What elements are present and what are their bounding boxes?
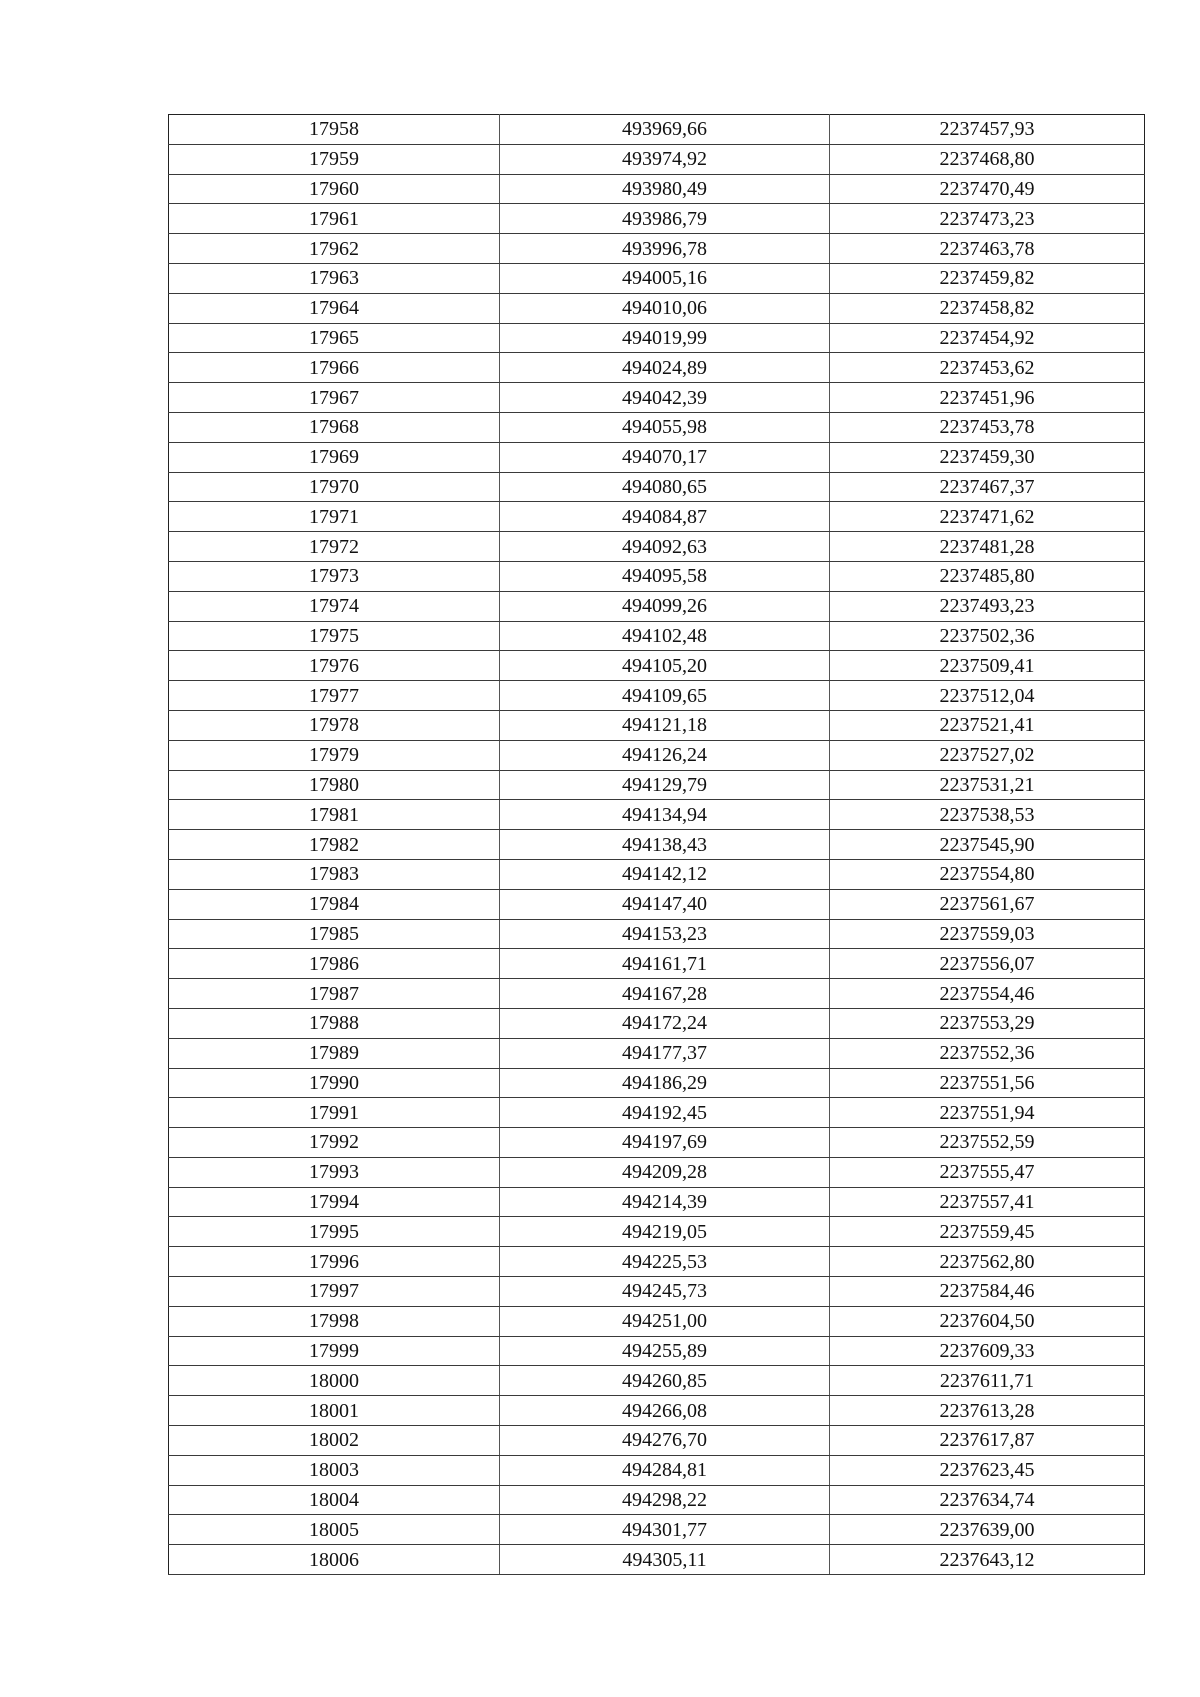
y-coordinate-cell: 2237554,46 — [830, 979, 1145, 1009]
point-number-cell: 17993 — [169, 1157, 500, 1187]
x-coordinate-cell: 494019,99 — [500, 323, 830, 353]
table-row — [169, 115, 1145, 145]
y-coordinate-cell: 2237453,78 — [830, 412, 1145, 442]
x-coordinate-cell: 494219,05 — [500, 1217, 830, 1247]
y-coordinate-cell: 2237561,67 — [830, 889, 1145, 919]
point-number-cell: 17965 — [169, 323, 500, 353]
point-number-cell: 17981 — [169, 800, 500, 830]
table-row — [169, 1247, 1145, 1277]
table-row — [169, 383, 1145, 413]
point-number-cell: 17970 — [169, 472, 500, 502]
y-coordinate-cell: 2237521,41 — [830, 710, 1145, 740]
y-coordinate-cell: 2237553,29 — [830, 1008, 1145, 1038]
point-number-cell: 17983 — [169, 859, 500, 889]
x-coordinate-cell: 494121,18 — [500, 710, 830, 740]
x-coordinate-cell: 494105,20 — [500, 651, 830, 681]
table-row — [169, 770, 1145, 800]
table-row — [169, 174, 1145, 204]
point-number-cell: 17971 — [169, 502, 500, 532]
point-number-cell: 17990 — [169, 1068, 500, 1098]
table-row — [169, 1396, 1145, 1426]
y-coordinate-cell: 2237556,07 — [830, 949, 1145, 979]
table-row — [169, 1455, 1145, 1485]
coordinates-table-body — [169, 115, 1145, 1575]
table-row — [169, 263, 1145, 293]
point-number-cell: 17961 — [169, 204, 500, 234]
point-number-cell: 17982 — [169, 830, 500, 860]
y-coordinate-cell: 2237552,36 — [830, 1038, 1145, 1068]
table-row — [169, 949, 1145, 979]
point-number-cell: 17994 — [169, 1187, 500, 1217]
point-number-cell: 17973 — [169, 561, 500, 591]
table-row — [169, 353, 1145, 383]
y-coordinate-cell: 2237554,80 — [830, 859, 1145, 889]
y-coordinate-cell: 2237451,96 — [830, 383, 1145, 413]
y-coordinate-cell: 2237502,36 — [830, 621, 1145, 651]
y-coordinate-cell: 2237557,41 — [830, 1187, 1145, 1217]
x-coordinate-cell: 494102,48 — [500, 621, 830, 651]
table-row — [169, 323, 1145, 353]
point-number-cell: 17958 — [169, 115, 500, 145]
point-number-cell: 17998 — [169, 1306, 500, 1336]
table-row — [169, 1306, 1145, 1336]
x-coordinate-cell: 494186,29 — [500, 1068, 830, 1098]
x-coordinate-cell: 494092,63 — [500, 532, 830, 562]
point-number-cell: 17988 — [169, 1008, 500, 1038]
point-number-cell: 17963 — [169, 263, 500, 293]
x-coordinate-cell: 494161,71 — [500, 949, 830, 979]
point-number-cell: 17962 — [169, 234, 500, 264]
y-coordinate-cell: 2237471,62 — [830, 502, 1145, 532]
y-coordinate-cell: 2237562,80 — [830, 1247, 1145, 1277]
table-row — [169, 1485, 1145, 1515]
y-coordinate-cell: 2237459,82 — [830, 263, 1145, 293]
y-coordinate-cell: 2237453,62 — [830, 353, 1145, 383]
x-coordinate-cell: 494260,85 — [500, 1366, 830, 1396]
x-coordinate-cell: 494251,00 — [500, 1306, 830, 1336]
point-number-cell: 17984 — [169, 889, 500, 919]
y-coordinate-cell: 2237559,45 — [830, 1217, 1145, 1247]
table-row — [169, 1038, 1145, 1068]
y-coordinate-cell: 2237509,41 — [830, 651, 1145, 681]
x-coordinate-cell: 494266,08 — [500, 1396, 830, 1426]
table-row — [169, 412, 1145, 442]
x-coordinate-cell: 493974,92 — [500, 144, 830, 174]
y-coordinate-cell: 2237551,56 — [830, 1068, 1145, 1098]
table-row — [169, 1426, 1145, 1456]
point-number-cell: 17995 — [169, 1217, 500, 1247]
table-row — [169, 919, 1145, 949]
x-coordinate-cell: 494080,65 — [500, 472, 830, 502]
table-row — [169, 502, 1145, 532]
point-number-cell: 17996 — [169, 1247, 500, 1277]
y-coordinate-cell: 2237617,87 — [830, 1426, 1145, 1456]
table-row — [169, 293, 1145, 323]
x-coordinate-cell: 494147,40 — [500, 889, 830, 919]
y-coordinate-cell: 2237551,94 — [830, 1098, 1145, 1128]
x-coordinate-cell: 494042,39 — [500, 383, 830, 413]
table-row — [169, 234, 1145, 264]
table-row — [169, 1217, 1145, 1247]
x-coordinate-cell: 494192,45 — [500, 1098, 830, 1128]
y-coordinate-cell: 2237467,37 — [830, 472, 1145, 502]
x-coordinate-cell: 494055,98 — [500, 412, 830, 442]
table-row — [169, 442, 1145, 472]
x-coordinate-cell: 494245,73 — [500, 1277, 830, 1307]
y-coordinate-cell: 2237458,82 — [830, 293, 1145, 323]
table-row — [169, 621, 1145, 651]
x-coordinate-cell: 494109,65 — [500, 681, 830, 711]
x-coordinate-cell: 494225,53 — [500, 1247, 830, 1277]
point-number-cell: 17966 — [169, 353, 500, 383]
table-row — [169, 561, 1145, 591]
y-coordinate-cell: 2237473,23 — [830, 204, 1145, 234]
point-number-cell: 17986 — [169, 949, 500, 979]
y-coordinate-cell: 2237454,92 — [830, 323, 1145, 353]
point-number-cell: 17992 — [169, 1128, 500, 1158]
table-row — [169, 651, 1145, 681]
table-row — [169, 800, 1145, 830]
y-coordinate-cell: 2237538,53 — [830, 800, 1145, 830]
y-coordinate-cell: 2237613,28 — [830, 1396, 1145, 1426]
y-coordinate-cell: 2237463,78 — [830, 234, 1145, 264]
table-row — [169, 472, 1145, 502]
point-number-cell: 17977 — [169, 681, 500, 711]
x-coordinate-cell: 494138,43 — [500, 830, 830, 860]
y-coordinate-cell: 2237531,21 — [830, 770, 1145, 800]
x-coordinate-cell: 493969,66 — [500, 115, 830, 145]
y-coordinate-cell: 2237459,30 — [830, 442, 1145, 472]
y-coordinate-cell: 2237609,33 — [830, 1336, 1145, 1366]
y-coordinate-cell: 2237481,28 — [830, 532, 1145, 562]
point-number-cell: 18002 — [169, 1426, 500, 1456]
table-row — [169, 1128, 1145, 1158]
point-number-cell: 18001 — [169, 1396, 500, 1426]
x-coordinate-cell: 494284,81 — [500, 1455, 830, 1485]
y-coordinate-cell: 2237470,49 — [830, 174, 1145, 204]
x-coordinate-cell: 494298,22 — [500, 1485, 830, 1515]
x-coordinate-cell: 494301,77 — [500, 1515, 830, 1545]
x-coordinate-cell: 493986,79 — [500, 204, 830, 234]
x-coordinate-cell: 494167,28 — [500, 979, 830, 1009]
point-number-cell: 17997 — [169, 1277, 500, 1307]
point-number-cell: 17964 — [169, 293, 500, 323]
point-number-cell: 17976 — [169, 651, 500, 681]
table-row — [169, 1157, 1145, 1187]
point-number-cell: 18006 — [169, 1545, 500, 1575]
x-coordinate-cell: 494142,12 — [500, 859, 830, 889]
table-row — [169, 889, 1145, 919]
x-coordinate-cell: 494129,79 — [500, 770, 830, 800]
x-coordinate-cell: 494209,28 — [500, 1157, 830, 1187]
x-coordinate-cell: 494005,16 — [500, 263, 830, 293]
table-row — [169, 1366, 1145, 1396]
coordinates-table — [168, 114, 1145, 1575]
point-number-cell: 18005 — [169, 1515, 500, 1545]
point-number-cell: 17959 — [169, 144, 500, 174]
point-number-cell: 17960 — [169, 174, 500, 204]
table-row — [169, 1277, 1145, 1307]
table-row — [169, 859, 1145, 889]
y-coordinate-cell: 2237634,74 — [830, 1485, 1145, 1515]
x-coordinate-cell: 494255,89 — [500, 1336, 830, 1366]
x-coordinate-cell: 494024,89 — [500, 353, 830, 383]
table-row — [169, 1187, 1145, 1217]
x-coordinate-cell: 494084,87 — [500, 502, 830, 532]
point-number-cell: 18004 — [169, 1485, 500, 1515]
x-coordinate-cell: 494177,37 — [500, 1038, 830, 1068]
y-coordinate-cell: 2237555,47 — [830, 1157, 1145, 1187]
point-number-cell: 17987 — [169, 979, 500, 1009]
table-row — [169, 532, 1145, 562]
x-coordinate-cell: 494134,94 — [500, 800, 830, 830]
x-coordinate-cell: 493996,78 — [500, 234, 830, 264]
point-number-cell: 17974 — [169, 591, 500, 621]
y-coordinate-cell: 2237485,80 — [830, 561, 1145, 591]
point-number-cell: 17979 — [169, 740, 500, 770]
point-number-cell: 17999 — [169, 1336, 500, 1366]
table-row — [169, 1336, 1145, 1366]
x-coordinate-cell: 494305,11 — [500, 1545, 830, 1575]
point-number-cell: 17991 — [169, 1098, 500, 1128]
y-coordinate-cell: 2237604,50 — [830, 1306, 1145, 1336]
table-row — [169, 1008, 1145, 1038]
table-row — [169, 1068, 1145, 1098]
y-coordinate-cell: 2237545,90 — [830, 830, 1145, 860]
x-coordinate-cell: 494214,39 — [500, 1187, 830, 1217]
point-number-cell: 17968 — [169, 412, 500, 442]
y-coordinate-cell: 2237611,71 — [830, 1366, 1145, 1396]
point-number-cell: 17989 — [169, 1038, 500, 1068]
y-coordinate-cell: 2237639,00 — [830, 1515, 1145, 1545]
y-coordinate-cell: 2237584,46 — [830, 1277, 1145, 1307]
y-coordinate-cell: 2237512,04 — [830, 681, 1145, 711]
point-number-cell: 17969 — [169, 442, 500, 472]
table-row — [169, 144, 1145, 174]
point-number-cell: 17980 — [169, 770, 500, 800]
y-coordinate-cell: 2237527,02 — [830, 740, 1145, 770]
table-row — [169, 1098, 1145, 1128]
point-number-cell: 17972 — [169, 532, 500, 562]
point-number-cell: 18000 — [169, 1366, 500, 1396]
table-row — [169, 979, 1145, 1009]
x-coordinate-cell: 494010,06 — [500, 293, 830, 323]
table-row — [169, 204, 1145, 234]
x-coordinate-cell: 493980,49 — [500, 174, 830, 204]
point-number-cell: 18003 — [169, 1455, 500, 1485]
point-number-cell: 17975 — [169, 621, 500, 651]
x-coordinate-cell: 494197,69 — [500, 1128, 830, 1158]
x-coordinate-cell: 494126,24 — [500, 740, 830, 770]
x-coordinate-cell: 494099,26 — [500, 591, 830, 621]
table-row — [169, 1545, 1145, 1575]
x-coordinate-cell: 494172,24 — [500, 1008, 830, 1038]
y-coordinate-cell: 2237643,12 — [830, 1545, 1145, 1575]
y-coordinate-cell: 2237559,03 — [830, 919, 1145, 949]
point-number-cell: 17967 — [169, 383, 500, 413]
table-row — [169, 591, 1145, 621]
table-row — [169, 830, 1145, 860]
point-number-cell: 17978 — [169, 710, 500, 740]
table-row — [169, 710, 1145, 740]
y-coordinate-cell: 2237468,80 — [830, 144, 1145, 174]
y-coordinate-cell: 2237457,93 — [830, 115, 1145, 145]
point-number-cell: 17985 — [169, 919, 500, 949]
y-coordinate-cell: 2237552,59 — [830, 1128, 1145, 1158]
table-row — [169, 740, 1145, 770]
x-coordinate-cell: 494070,17 — [500, 442, 830, 472]
x-coordinate-cell: 494153,23 — [500, 919, 830, 949]
y-coordinate-cell: 2237493,23 — [830, 591, 1145, 621]
x-coordinate-cell: 494276,70 — [500, 1426, 830, 1456]
table-row — [169, 681, 1145, 711]
x-coordinate-cell: 494095,58 — [500, 561, 830, 591]
y-coordinate-cell: 2237623,45 — [830, 1455, 1145, 1485]
table-row — [169, 1515, 1145, 1545]
